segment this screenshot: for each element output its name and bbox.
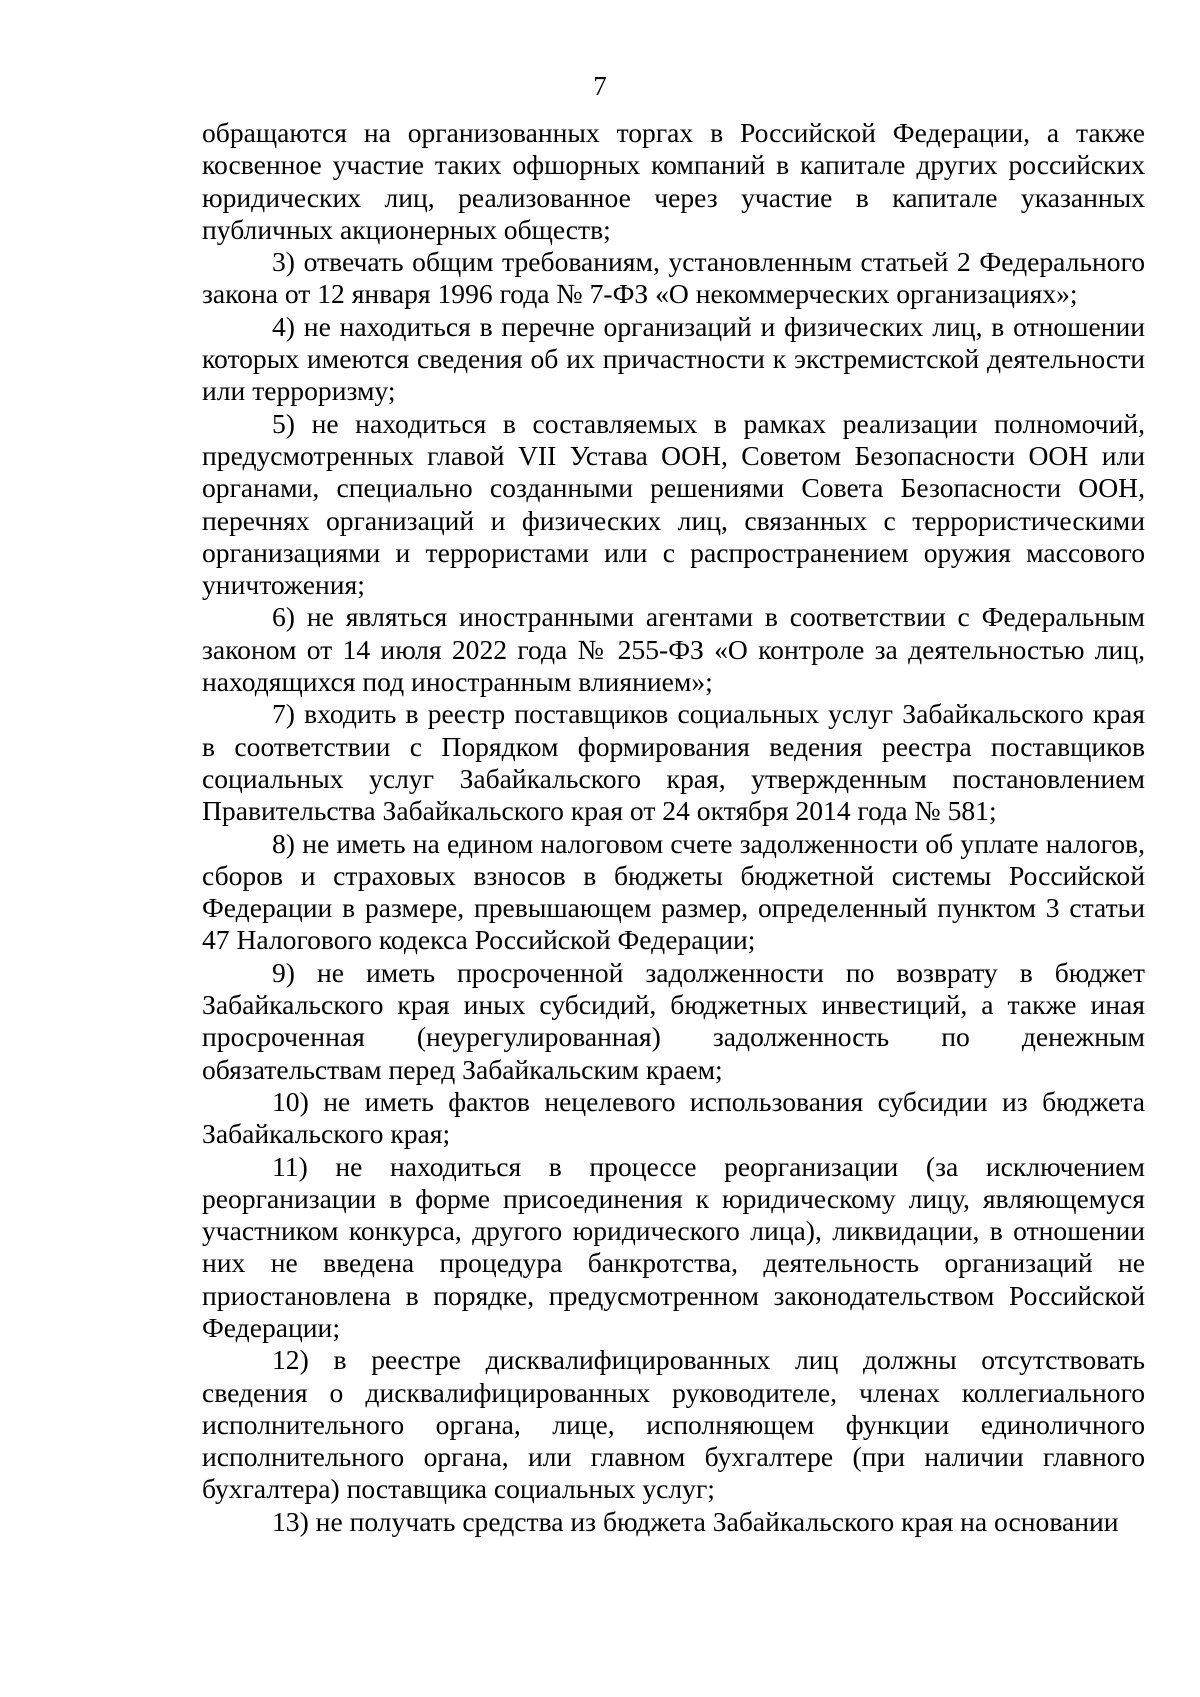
- paragraph-continuation: обращаются на организованных торгах в Российской Федерации, а также косвенное участие таких офшорных компаний в капитале других российских юридических лиц, реализованное через участие в капитале указанных публичных акционерных обществ;: [202, 117, 1145, 245]
- paragraph-item-13: 13) не получать средства из бюджета Забайкальского края на основании: [272, 1505, 1119, 1537]
- paragraph-item-7: 7) входить в реестр поставщиков социальных услуг Забайкальского края в соответствии с Порядком формирования ведения реестра поставщиков социальных услуг Забайкальского края, утвержденным постановлением Правительства Забайкальского края от 24 октября 2014 года № 581;: [202, 698, 1145, 827]
- paragraph-item-5: 5) не находиться в составляемых в рамках реализации полномочий, предусмотренных главой VII Устава ООН, Советом Безопасности ООН или органами, специально созданными решениями Совета Безопасности ООН, перечнях организаций и физических лиц, связанных с террористическими организациями и террористами или с распространением оружия массового уничтожения;: [202, 407, 1145, 601]
- paragraph-item-6: 6) не являться иностранными агентами в соответствии с Федеральным законом от 14 июля 2022 года № 255-ФЗ «О контроле за деятельностью лиц, находящихся под иностранным влиянием»;: [202, 601, 1145, 698]
- page-number: 7: [593, 71, 607, 101]
- paragraph-item-3: 3) отвечать общим требованиям, установленным статьей 2 Федерального закона от 12 января 1996 года № 7-ФЗ «О некоммерческих организациях»;: [202, 246, 1145, 310]
- paragraph-item-11: 11) не находиться в процессе реорганизации (за исключением реорганизации в форме присоединения к юридическому лицу, являющемуся участником конкурса, другого юридического лица), ликвидации, в отношении них не введена процедура банкротства, деятельность организаций не приостановлена в порядке, предусмотренном законодательством Российской Федерации;: [202, 1150, 1145, 1343]
- paragraph-item-4: 4) не находиться в перечне организаций и физических лиц, в отношении которых имеются сведения об их причастности к экстремистской деятельности или терроризму;: [202, 310, 1145, 407]
- paragraph-item-8: 8) не иметь на едином налоговом счете задолженности об уплате налогов, сборов и страховых взносов в бюджеты бюджетной системы Российской Федерации в размере, превышающем размер, определенный пунктом 3 статьи 47 Налогового кодекса Российской Федерации;: [202, 827, 1145, 956]
- paragraph-item-10: 10) не иметь фактов нецелевого использования субсидии из бюджета Забайкальского края;: [202, 1085, 1145, 1150]
- paragraph-item-12: 12) в реестре дисквалифицированных лиц должны отсутствовать сведения о дисквалифицированных руководителе, членах коллегиального исполнительного органа, лице, исполняющем функции единоличного исполнительного органа, или главном бухгалтере (при наличии главного бухгалтера) поставщика социальных услуг;: [202, 1344, 1145, 1505]
- paragraph-item-9: 9) не иметь просроченной задолженности по возврату в бюджет Забайкальского края иных субсидий, бюджетных инвестиций, а также иная просроченная (неурегулированная) задолженность по денежным обязательствам перед Забайкальским краем;: [202, 956, 1145, 1085]
- document-body: [202, 117, 1145, 1538]
